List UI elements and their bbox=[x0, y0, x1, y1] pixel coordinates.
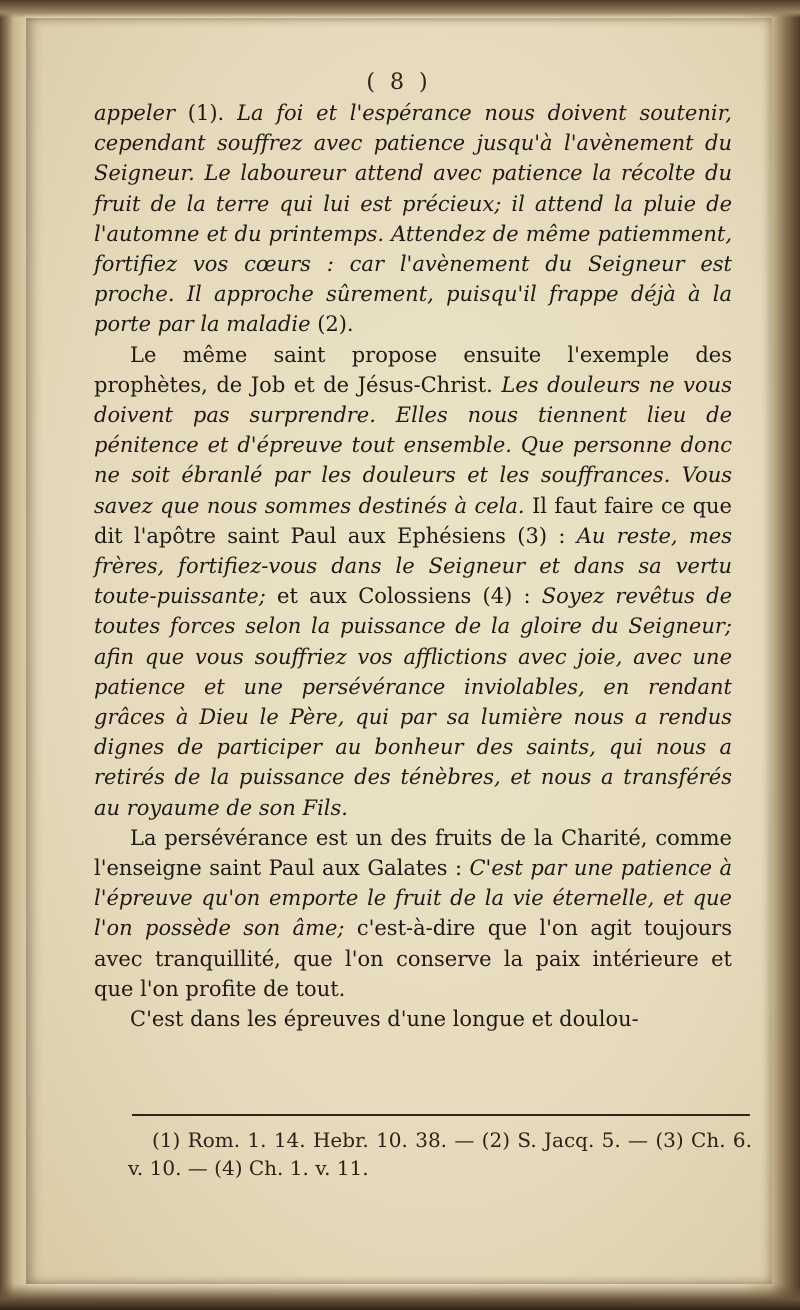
paragraph-1-run-4: (2). bbox=[317, 312, 354, 337]
paragraph-1 bbox=[94, 98, 732, 340]
footnote-divider bbox=[132, 1114, 750, 1116]
book-edge-top bbox=[0, 0, 800, 18]
paragraph-3-run-1: La persévérance est un des fruits de la Charité, comme l'enseigne saint Paul aux Galates : bbox=[94, 825, 732, 881]
paragraph-1-run-1: appeler bbox=[94, 101, 188, 125]
paragraph-4 bbox=[94, 1004, 732, 1034]
paragraph-3-run-2: C'est par une patience à l'épreuve qu'on emporte le fruit de la vie éternelle, et que l'on possède son âme; bbox=[94, 856, 732, 941]
paragraph-2-run-2: Les douleurs ne vous doivent pas surprendre. Elles nous tiennent lieu de pénitence et d'épreuve tout ensemble. Que personne donc ne soit ébranlé par les douleurs et les souffrances. Vous savez que nous sommes destinés à cela. bbox=[94, 372, 732, 518]
paragraph-1-run-2: (1). bbox=[187, 101, 237, 125]
body-text bbox=[94, 98, 732, 1034]
paragraph-1-run-3: La foi et l'espérance nous doivent soutenir, cependant souffrez avec patience jusqu'à l'avènement du Seigneur. Le laboureur attend avec patience la récolte du fruit de la terre qui lui est précieux; il attend la pluie de l'automne et du printemps. Attendez de même patiemment, fortifiez vos cœurs : car l'avènement du Seigneur est proche. Il approche sûrement, puisqu'il frappe déjà à la porte par la maladie bbox=[94, 101, 732, 337]
paragraph-3 bbox=[94, 823, 732, 1004]
footnote-text: (1) Rom. 1. 14. Hebr. 10. 38. — (2) S. Jacq. 5. — (3) Ch. 6. v. 10. — (4) Ch. 1. v. 11. bbox=[128, 1128, 752, 1180]
footnotes bbox=[128, 1126, 752, 1182]
paragraph-2-run-6: Soyez revêtus de toutes forces selon la puissance de la gloire du Seigneur; afin que vous souffriez vos afflictions avec joie, avec une patience et une persévérance inviolables, en rendant grâces à Dieu le Père, qui par sa lumière nous a rendus dignes de participer au bonheur des saints, qui nous a retirés de la puissance des ténèbres, et nous a transférés au royaume de son Fils. bbox=[94, 584, 732, 820]
paragraph-3-run-3: c'est-à-dire que l'on agit toujours avec tranquillité, que l'on conserve la paix intérieure et que l'on profite de tout. bbox=[94, 916, 732, 1001]
paragraph-2 bbox=[94, 340, 732, 823]
page-number: ( 8 ) bbox=[366, 70, 432, 95]
paragraph-2-run-5: et aux Colossiens (4) : bbox=[265, 584, 542, 609]
paragraph-2-run-1: Le même saint propose ensuite l'exemple des prophètes, de Job et de Jésus-Christ. bbox=[94, 342, 732, 397]
paragraph-4-run-1: C'est dans les épreuves d'une longue et doulou- bbox=[130, 1007, 639, 1032]
book-edge-bottom bbox=[0, 1284, 800, 1310]
paragraph-2-run-4: Au reste, mes frères, fortifiez-vous dans le Seigneur et dans sa vertu toute-puissante; bbox=[94, 523, 732, 609]
paragraph-2-run-3: Il faut faire ce que dit l'apôtre saint Paul aux Ephésiens (3) : bbox=[94, 493, 732, 548]
